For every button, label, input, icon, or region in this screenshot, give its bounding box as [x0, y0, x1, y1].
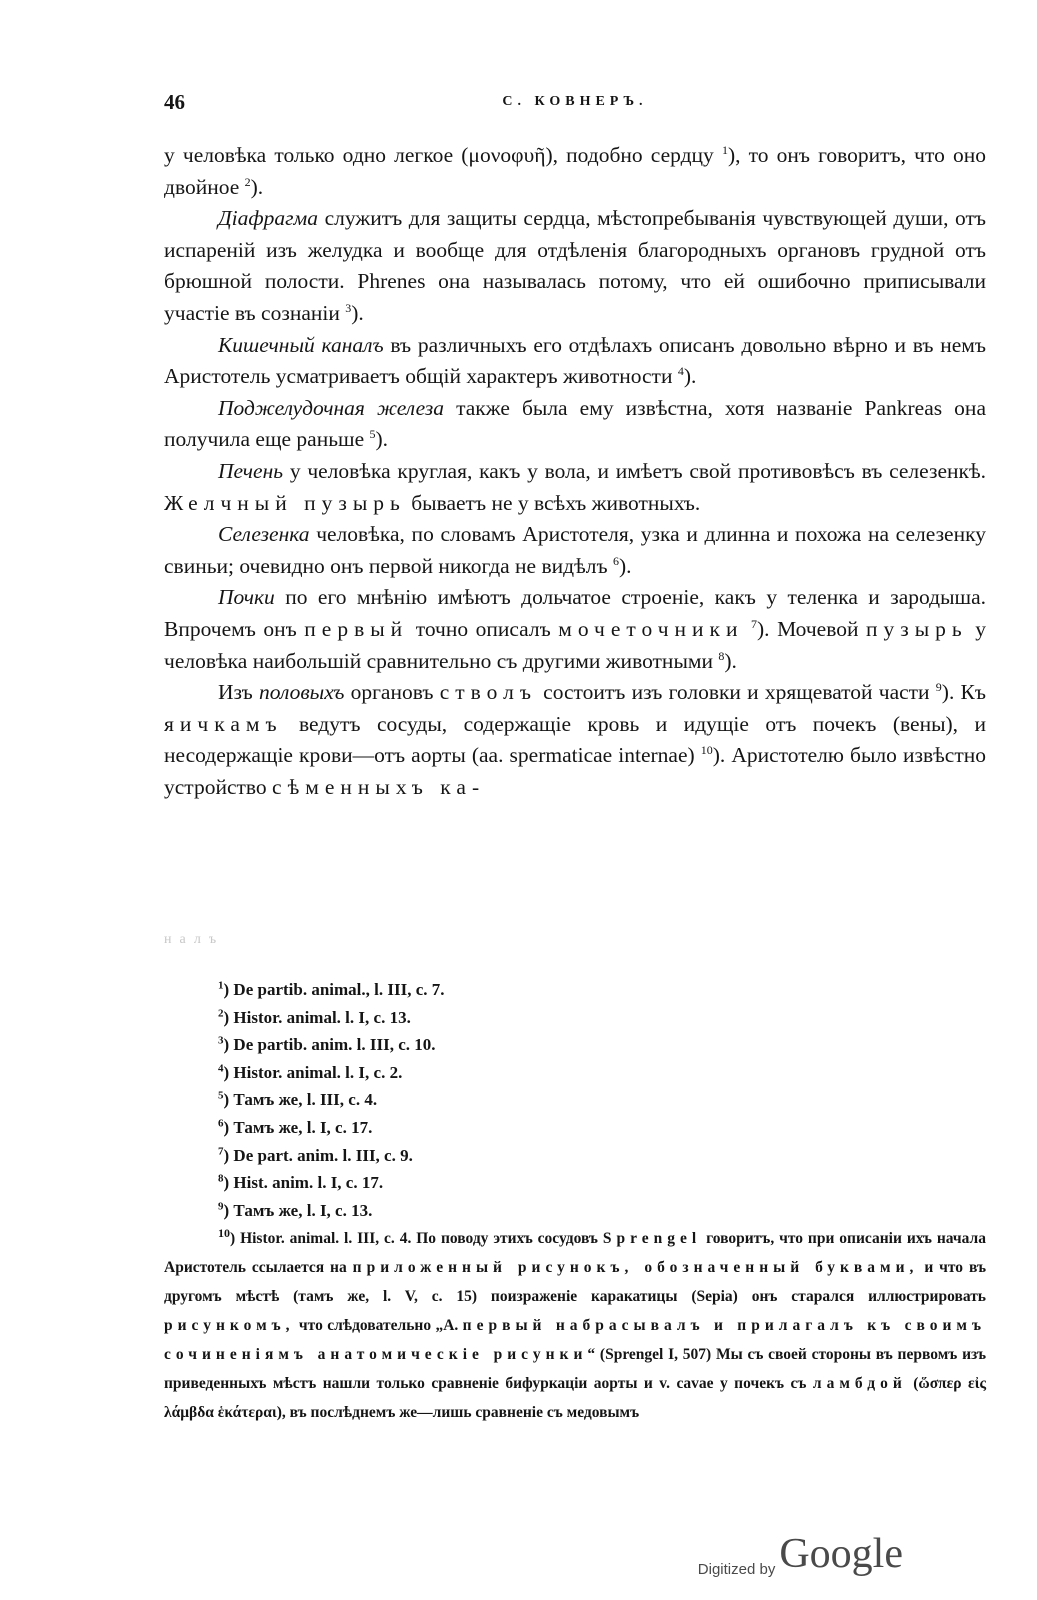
- spaced-term: Желчный пузырь: [164, 490, 406, 515]
- footnote-number: 7: [218, 1144, 224, 1157]
- spaced-term: стволъ: [439, 680, 537, 705]
- paragraph-liver: [164, 456, 986, 519]
- footnote-text: ) Histor. animal. l. I, c. 13.: [223, 1007, 411, 1027]
- paragraph-spleen: [164, 519, 986, 582]
- footnote-number: 9: [218, 1200, 224, 1213]
- footnote-text: ) Hist. anim. l. I, c. 17.: [223, 1173, 384, 1193]
- google-logo-text: Google: [779, 1531, 903, 1577]
- footnote-ref: 6: [612, 553, 619, 568]
- text-run: бываетъ не у всѣхъ животныхъ.: [405, 490, 701, 515]
- paragraph-lung: [164, 140, 986, 203]
- footnote-text: (ὥσπερ εἰς λάμβδα ἑκάτεραι), въ послѣднемъ же—лишь сравненіе съ медовымъ: [164, 1375, 986, 1422]
- text-run: также была ему извѣстна, хотя названіе Pankreas она получила еще раньше: [164, 395, 986, 452]
- spaced-term: Sprengel: [602, 1230, 702, 1248]
- running-head: С. КОВНЕРЪ.: [502, 94, 648, 109]
- text-run: ). Къ: [941, 680, 986, 705]
- watermark-small-text: Digitized by: [697, 1561, 776, 1578]
- footnote-text: ) De part. anim. l. III, c. 9.: [223, 1145, 413, 1165]
- footnote-8: [164, 1169, 986, 1197]
- footnote-text: ) Тамъ же, l. I, c. 17.: [223, 1117, 373, 1137]
- footnote-text: ) De partib. anim. l. III, c. 10.: [223, 1035, 436, 1055]
- footnote-number: 1: [218, 979, 224, 992]
- text-run: ).: [724, 648, 737, 673]
- footnote-text: говоритъ, что при описаніи ихъ начала Аристотель ссылается на: [164, 1230, 986, 1277]
- footnote-number: 8: [218, 1172, 224, 1185]
- spaced-term: рисункомъ,: [164, 1317, 295, 1335]
- text-run: человѣка, по словамъ Аристотеля, узка и длинна и похожа на селезенку свиньи; очевидно онъ первой никогда не видѣлъ: [164, 522, 986, 578]
- footnote-7: [164, 1142, 986, 1170]
- text-run: по его мнѣнію имѣютъ дольчатое строеніе, какъ у теленка и зародыша. Впрочемъ онъ: [164, 585, 986, 641]
- term-pancreas: Поджелудочная железа: [218, 395, 445, 420]
- text-run: служитъ для защиты сердца, мѣстопребыванія чувствующей души, отъ испареній изъ желудка и вообще для отдѣленія благородныхъ органовъ грудной отъ брюшной полости. Phrenes она называлась потому, что ей ошибочно приписывали участіе въ сознаніи: [164, 206, 986, 325]
- text-run: ), то онъ говоритъ, что оно двойное: [164, 143, 986, 199]
- footnote-text: что слѣдовательно „А.: [294, 1317, 463, 1335]
- term-intestine: Кишечный каналъ: [218, 332, 384, 357]
- text-run: ). Мочевой: [757, 616, 866, 641]
- page-number: 46: [164, 90, 185, 114]
- paragraph-intestine: [164, 330, 986, 393]
- footnote-ref: 2: [244, 174, 251, 189]
- footnote-text: ) Тамъ же, l. III, c. 4.: [223, 1090, 378, 1110]
- text-run: ).: [618, 553, 632, 578]
- term-liver: Печень: [218, 458, 284, 483]
- spaced-term: сѣменныхъ ка-: [272, 774, 486, 799]
- text-run: у человѣка наибольшій сравнительно съ другими животными: [164, 616, 986, 673]
- text-run: ).: [250, 174, 264, 199]
- paragraph-pancreas: [164, 393, 986, 456]
- footnote-1: [164, 976, 986, 1004]
- footnote-ref: 10: [700, 743, 713, 758]
- spaced-term: ламбдой: [812, 1375, 907, 1393]
- footnote-10: [164, 1224, 986, 1427]
- spaced-term: мочеточники: [558, 616, 744, 641]
- footnotes: [164, 976, 986, 1427]
- footnote-number: 5: [218, 1089, 224, 1102]
- footnote-ref: 5: [369, 427, 376, 442]
- text-run: ведутъ сосуды, содержащіе кровь и идущіе отъ почекъ (вены), и несодержащіе крови—отъ аорты (aa. spermaticae internae): [164, 711, 986, 768]
- footnote-5: [164, 1086, 986, 1114]
- footnote-number: 3: [218, 1034, 224, 1047]
- spaced-term: приложенный рисунокъ, обозначенный буквами,: [352, 1259, 919, 1277]
- text-run: [744, 617, 752, 641]
- text-run: Изъ: [218, 680, 259, 705]
- footnote-ref: 3: [345, 300, 352, 315]
- footnote-6: [164, 1114, 986, 1142]
- body-text: [164, 140, 986, 803]
- footnote-4: [164, 1059, 986, 1087]
- footnote-text: ) Histor. animal. l. I, c. 2.: [223, 1062, 403, 1082]
- spaced-term: яичкамъ: [164, 711, 283, 736]
- term-kidneys: Почки: [218, 585, 275, 610]
- text-run: у человѣка только одно легкое (μονοφυῆ), подобно сердцу: [164, 143, 722, 167]
- digitized-watermark: [698, 1530, 903, 1578]
- footnote-number: 2: [218, 1006, 224, 1019]
- text-run: ).: [375, 427, 389, 452]
- footnote-text: “ (Sprengel I, 507) Мы съ своей стороны въ первомъ изъ приведенныхъ мѣстъ нашли только сравненіе бифуркаціи аорты и v. cavae у почекъ съ: [164, 1346, 986, 1393]
- term-diaphragm: Діафрагма: [218, 206, 319, 231]
- spaced-term: первый: [304, 616, 409, 641]
- footnote-9: [164, 1197, 986, 1225]
- footnote-ref: 9: [935, 679, 942, 694]
- faded-next-line: налъ: [164, 932, 225, 947]
- text-run: органовъ: [344, 680, 440, 705]
- footnote-2: [164, 1004, 986, 1032]
- spaced-term: первый набрасывалъ и прилагалъ къ своимъ сочиненіямъ анатомическіе рисунки: [164, 1317, 986, 1364]
- footnote-ref: 1: [721, 142, 728, 157]
- footnote-text: ) De partib. animal., l. III, c. 7.: [223, 980, 445, 999]
- footnote-number: 6: [218, 1117, 224, 1130]
- footnote-number: 10: [218, 1226, 230, 1241]
- paragraph-kidneys: [164, 582, 986, 677]
- paragraph-diaphragm: [164, 203, 986, 329]
- footnote-text: ) Histor. animal. l. III, c. 4. По поводу этихъ сосудовъ: [230, 1230, 603, 1248]
- page-header: [164, 90, 986, 120]
- footnote-ref: 7: [751, 616, 758, 631]
- footnote-ref: 8: [718, 648, 725, 663]
- footnote-number: 4: [218, 1062, 224, 1075]
- term-genitals: половыхъ: [258, 680, 345, 705]
- footnote-ref: 4: [677, 364, 684, 378]
- text-run: состоитъ изъ головки и хрящеватой части: [536, 680, 936, 705]
- text-run: ).: [683, 364, 697, 389]
- text-run: у человѣка круглая, какъ у вола, и имѣетъ свой противовѣсъ въ селезенкѣ.: [283, 458, 986, 483]
- spaced-term: пузырь: [865, 616, 968, 641]
- text-run: ). Аристотелю было извѣстно устройство: [164, 743, 986, 799]
- paragraph-genitals: [164, 677, 986, 803]
- term-spleen: Селезенка: [218, 522, 310, 547]
- text-run: ).: [351, 300, 364, 325]
- text-run: точно описалъ: [408, 616, 559, 641]
- footnote-3: [164, 1031, 986, 1059]
- footnote-text: и что въ другомъ мѣстѣ (тамъ же, l. V, c. 15) поизраженіе каракатицы (Sepia) онъ старался иллюстрировать: [164, 1259, 986, 1306]
- text-run: въ различныхъ его отдѣлахъ описанъ довольно вѣрно и въ немъ Аристотель усматриваетъ общій характеръ животности: [164, 332, 986, 389]
- footnote-text: ) Тамъ же, l. I, c. 13.: [223, 1200, 373, 1220]
